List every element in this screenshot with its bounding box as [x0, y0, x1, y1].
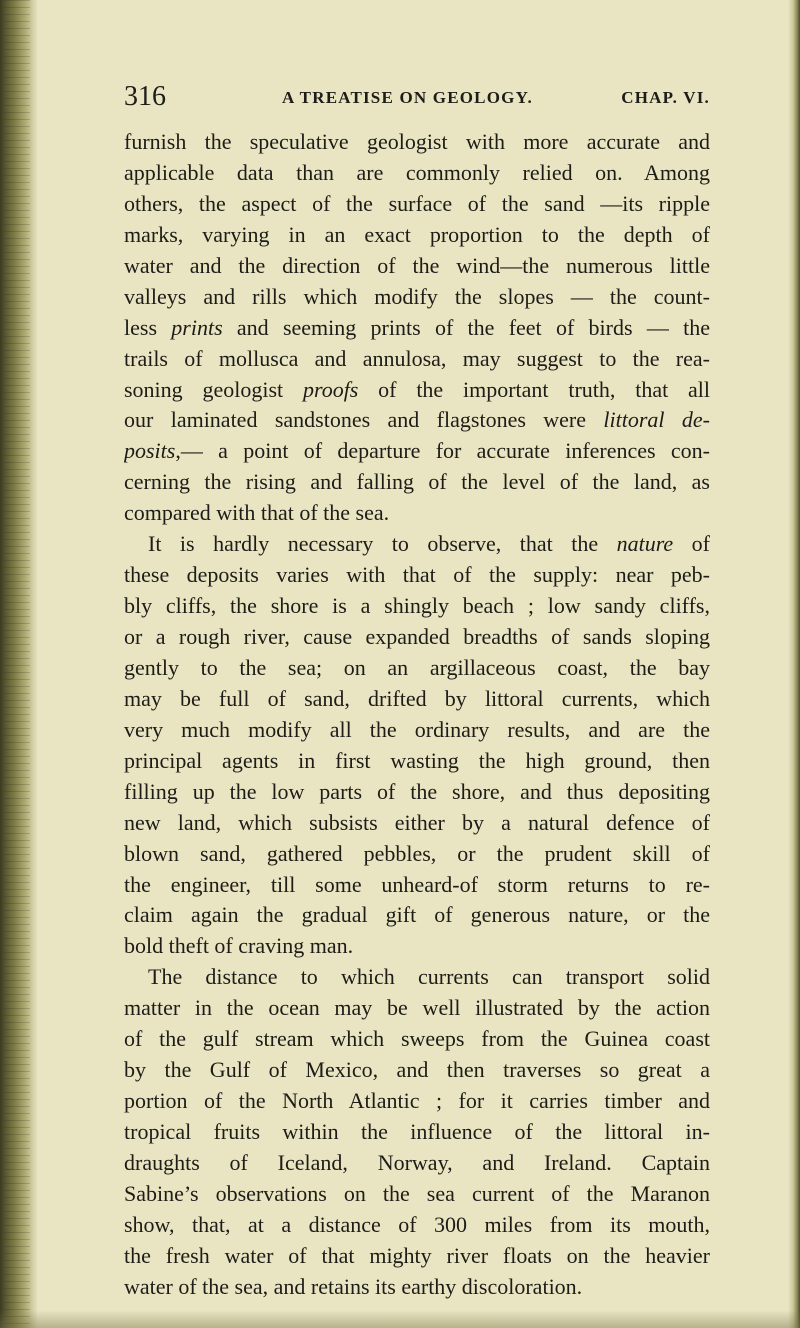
binding-texture	[4, 0, 30, 1328]
text-line	[124, 1179, 710, 1210]
text-line	[124, 870, 710, 901]
text-line	[124, 313, 710, 344]
text-segment: filling up the low parts of the shore, and thus depositing	[124, 778, 710, 804]
text-line	[124, 1210, 710, 1241]
text-line	[124, 962, 710, 993]
italic-text: littoral de-	[603, 407, 710, 433]
text-line	[124, 498, 710, 529]
text-segment: by the Gulf of Mexico, and then traverses so great a	[124, 1057, 710, 1083]
text-line	[124, 777, 710, 808]
text-segment: less	[124, 314, 172, 340]
text-segment: very much modify all the ordinary results, and are the	[124, 716, 710, 742]
text-segment: the engineer, till some unheard-of storm returns to re-	[124, 871, 710, 897]
italic-text: prints	[171, 314, 223, 340]
text-segment: Sabine’s observations on the sea current of the Maranon	[124, 1180, 710, 1206]
text-segment: draughts of Iceland, Norway, and Ireland. Captain	[124, 1149, 710, 1175]
italic-text: posits	[124, 438, 176, 464]
text-segment: matter in the ocean may be well illustrated by the action	[124, 995, 710, 1021]
text-line	[124, 529, 710, 560]
text-line	[124, 591, 710, 622]
text-line	[124, 684, 710, 715]
text-segment: gently to the sea; on an argillaceous coast, the bay	[124, 654, 710, 680]
text-segment: may be full of sand, drifted by littoral currents, which	[124, 685, 710, 711]
text-segment: principal agents in first wasting the high ground, then	[124, 747, 710, 773]
text-line	[124, 1241, 710, 1272]
text-segment: marks, varying in an exact proportion to the depth of	[124, 221, 710, 247]
text-line	[124, 746, 710, 777]
text-segment: and seeming prints of the feet of birds — the	[222, 314, 710, 340]
text-line	[124, 1272, 710, 1303]
text-segment: water and the direction of the wind—the numerous little	[124, 252, 710, 278]
text-segment: trails of mollusca and annulosa, may suggest to the rea-	[124, 345, 710, 371]
text-line	[124, 1055, 710, 1086]
text-line	[124, 436, 710, 467]
text-segment: the fresh water of that mighty river floats on the heavier	[124, 1242, 710, 1268]
text-segment: of the important truth, that all	[358, 376, 710, 402]
text-segment: bly cliffs, the shore is a shingly beach ; low sandy cliffs,	[124, 593, 710, 619]
text-line	[124, 189, 710, 220]
text-segment: blown sand, gathered pebbles, or the prudent skill of	[124, 840, 710, 866]
text-segment: The distance to which currents can transport solid	[148, 964, 710, 990]
text-line	[124, 282, 710, 313]
text-segment: cerning the rising and falling of the level of the land, as	[124, 469, 710, 495]
text-segment: applicable data than are commonly relied on. Among	[124, 159, 710, 185]
text-segment: others, the aspect of the surface of the sand —its ripple	[124, 190, 710, 216]
text-line	[124, 220, 710, 251]
italic-text: nature	[616, 531, 674, 557]
text-line	[124, 1086, 710, 1117]
text-line	[124, 653, 710, 684]
text-line	[124, 931, 710, 962]
text-segment: furnish the speculative geologist with more accurate and	[124, 129, 710, 154]
text-line	[124, 158, 710, 189]
text-segment: of	[673, 531, 710, 557]
page-bottom-shadow	[0, 1310, 800, 1328]
page-fore-edge	[788, 0, 800, 1328]
text-segment: ,— a point of departure for accurate inferences con-	[175, 438, 710, 464]
text-line	[124, 622, 710, 653]
page-number: 316	[124, 81, 166, 112]
text-segment: bold theft of craving man.	[124, 933, 354, 959]
text-line	[124, 900, 710, 931]
text-segment: our laminated sandstones and flagstones were	[124, 407, 604, 433]
text-segment: valleys and rills which modify the slopes — the count-	[124, 283, 710, 309]
text-line	[124, 467, 710, 498]
text-line	[124, 251, 710, 282]
text-segment: claim again the gradual gift of generous nature, or the	[124, 902, 710, 928]
text-line	[124, 808, 710, 839]
running-header	[124, 80, 710, 120]
text-line	[124, 993, 710, 1024]
text-segment: or a rough river, cause expanded breadths of sands sloping	[124, 624, 710, 649]
running-title: A TREATISE ON GEOLOGY.	[282, 88, 533, 107]
text-line	[124, 839, 710, 870]
text-segment: water of the sea, and retains its earthy discoloration.	[124, 1273, 583, 1299]
text-segment: tropical fruits within the influence of the littoral in-	[124, 1119, 710, 1144]
text-segment: show, that, at a distance of 300 miles from its mouth,	[124, 1211, 710, 1237]
body-text	[124, 127, 710, 1303]
text-line	[124, 1117, 710, 1148]
text-segment: soning geologist	[124, 376, 303, 402]
text-segment: of the gulf stream which sweeps from the Guinea coast	[124, 1026, 710, 1052]
text-line	[124, 344, 710, 375]
text-line	[124, 1024, 710, 1055]
text-line	[124, 127, 710, 158]
chapter-label: CHAP. VI.	[621, 88, 710, 107]
italic-text: proofs	[302, 376, 359, 402]
text-segment: these deposits varies with that of the supply: near peb-	[124, 562, 710, 588]
text-segment: portion of the North Atlantic ; for it carries timber and	[124, 1088, 710, 1114]
text-line	[124, 560, 710, 591]
text-line	[124, 1148, 710, 1179]
text-line	[124, 715, 710, 746]
text-segment: It is hardly necessary to observe, that the	[148, 531, 617, 557]
text-line	[124, 405, 710, 436]
text-segment: new land, which subsists either by a natural defence of	[124, 809, 710, 835]
text-segment: compared with that of the sea.	[124, 500, 390, 526]
text-line	[124, 375, 710, 406]
